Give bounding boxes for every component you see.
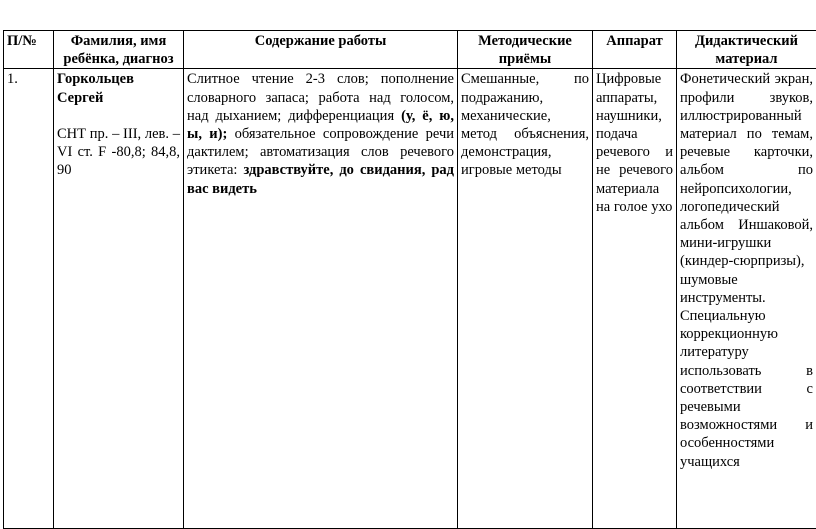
content-text-a: Слитное чтение 2-3 слов; пополнение словарного запаса; работа над голосом, над дыханием; дифференциация (187, 71, 454, 123)
content-cell (184, 69, 458, 529)
methods-cell: Смешанные, по подражанию, механические, метод объяснения, демонстрация, игровые методы (458, 69, 593, 529)
child-cell (54, 69, 184, 529)
header-child: Фамилия, имя ребёнка, диагноз (54, 31, 184, 69)
apparatus-cell: Цифровые аппараты, наушники, подача речевого и не речевого материала на голое ухо (593, 69, 677, 529)
child-name: Горкольцев Сергей (57, 71, 134, 105)
material-cell: Фонетический экран, профили звуков, иллюстрированный материал по темам, речевые карточки, альбом по нейропсихологии, логопедический альбом Иншаковой, мини-игрушки (киндер-сюрпризы), шумовые инструменты. Специальную коррекционную литературу использовать в соответствии с речевыми возможностями и особенностями учащихся (677, 69, 816, 529)
header-material: Дидактический материал (677, 31, 816, 69)
header-apparatus: Аппарат (593, 31, 677, 69)
content-text-c: обязательное сопровождение речи дактилем; автоматизация слов речевого этикета: (187, 126, 454, 178)
header-content: Содержание работы (184, 31, 458, 69)
lesson-plan-table (3, 30, 816, 529)
content-sounds: (у, ё, ю, ы, и); (187, 108, 454, 142)
header-number: П/№ (4, 31, 54, 69)
row-number: 1. (4, 69, 54, 529)
table-header-row (4, 31, 816, 69)
child-diagnosis: СНТ пр. – III, лев. – VI ст. F -80,8; 84,8, 90 (57, 126, 180, 178)
cell-spacer (57, 107, 180, 125)
content-phrases: здравствуйте, до свидания, рад вас видеть (187, 162, 454, 196)
table-row (4, 69, 816, 529)
header-methods: Методические приёмы (458, 31, 593, 69)
